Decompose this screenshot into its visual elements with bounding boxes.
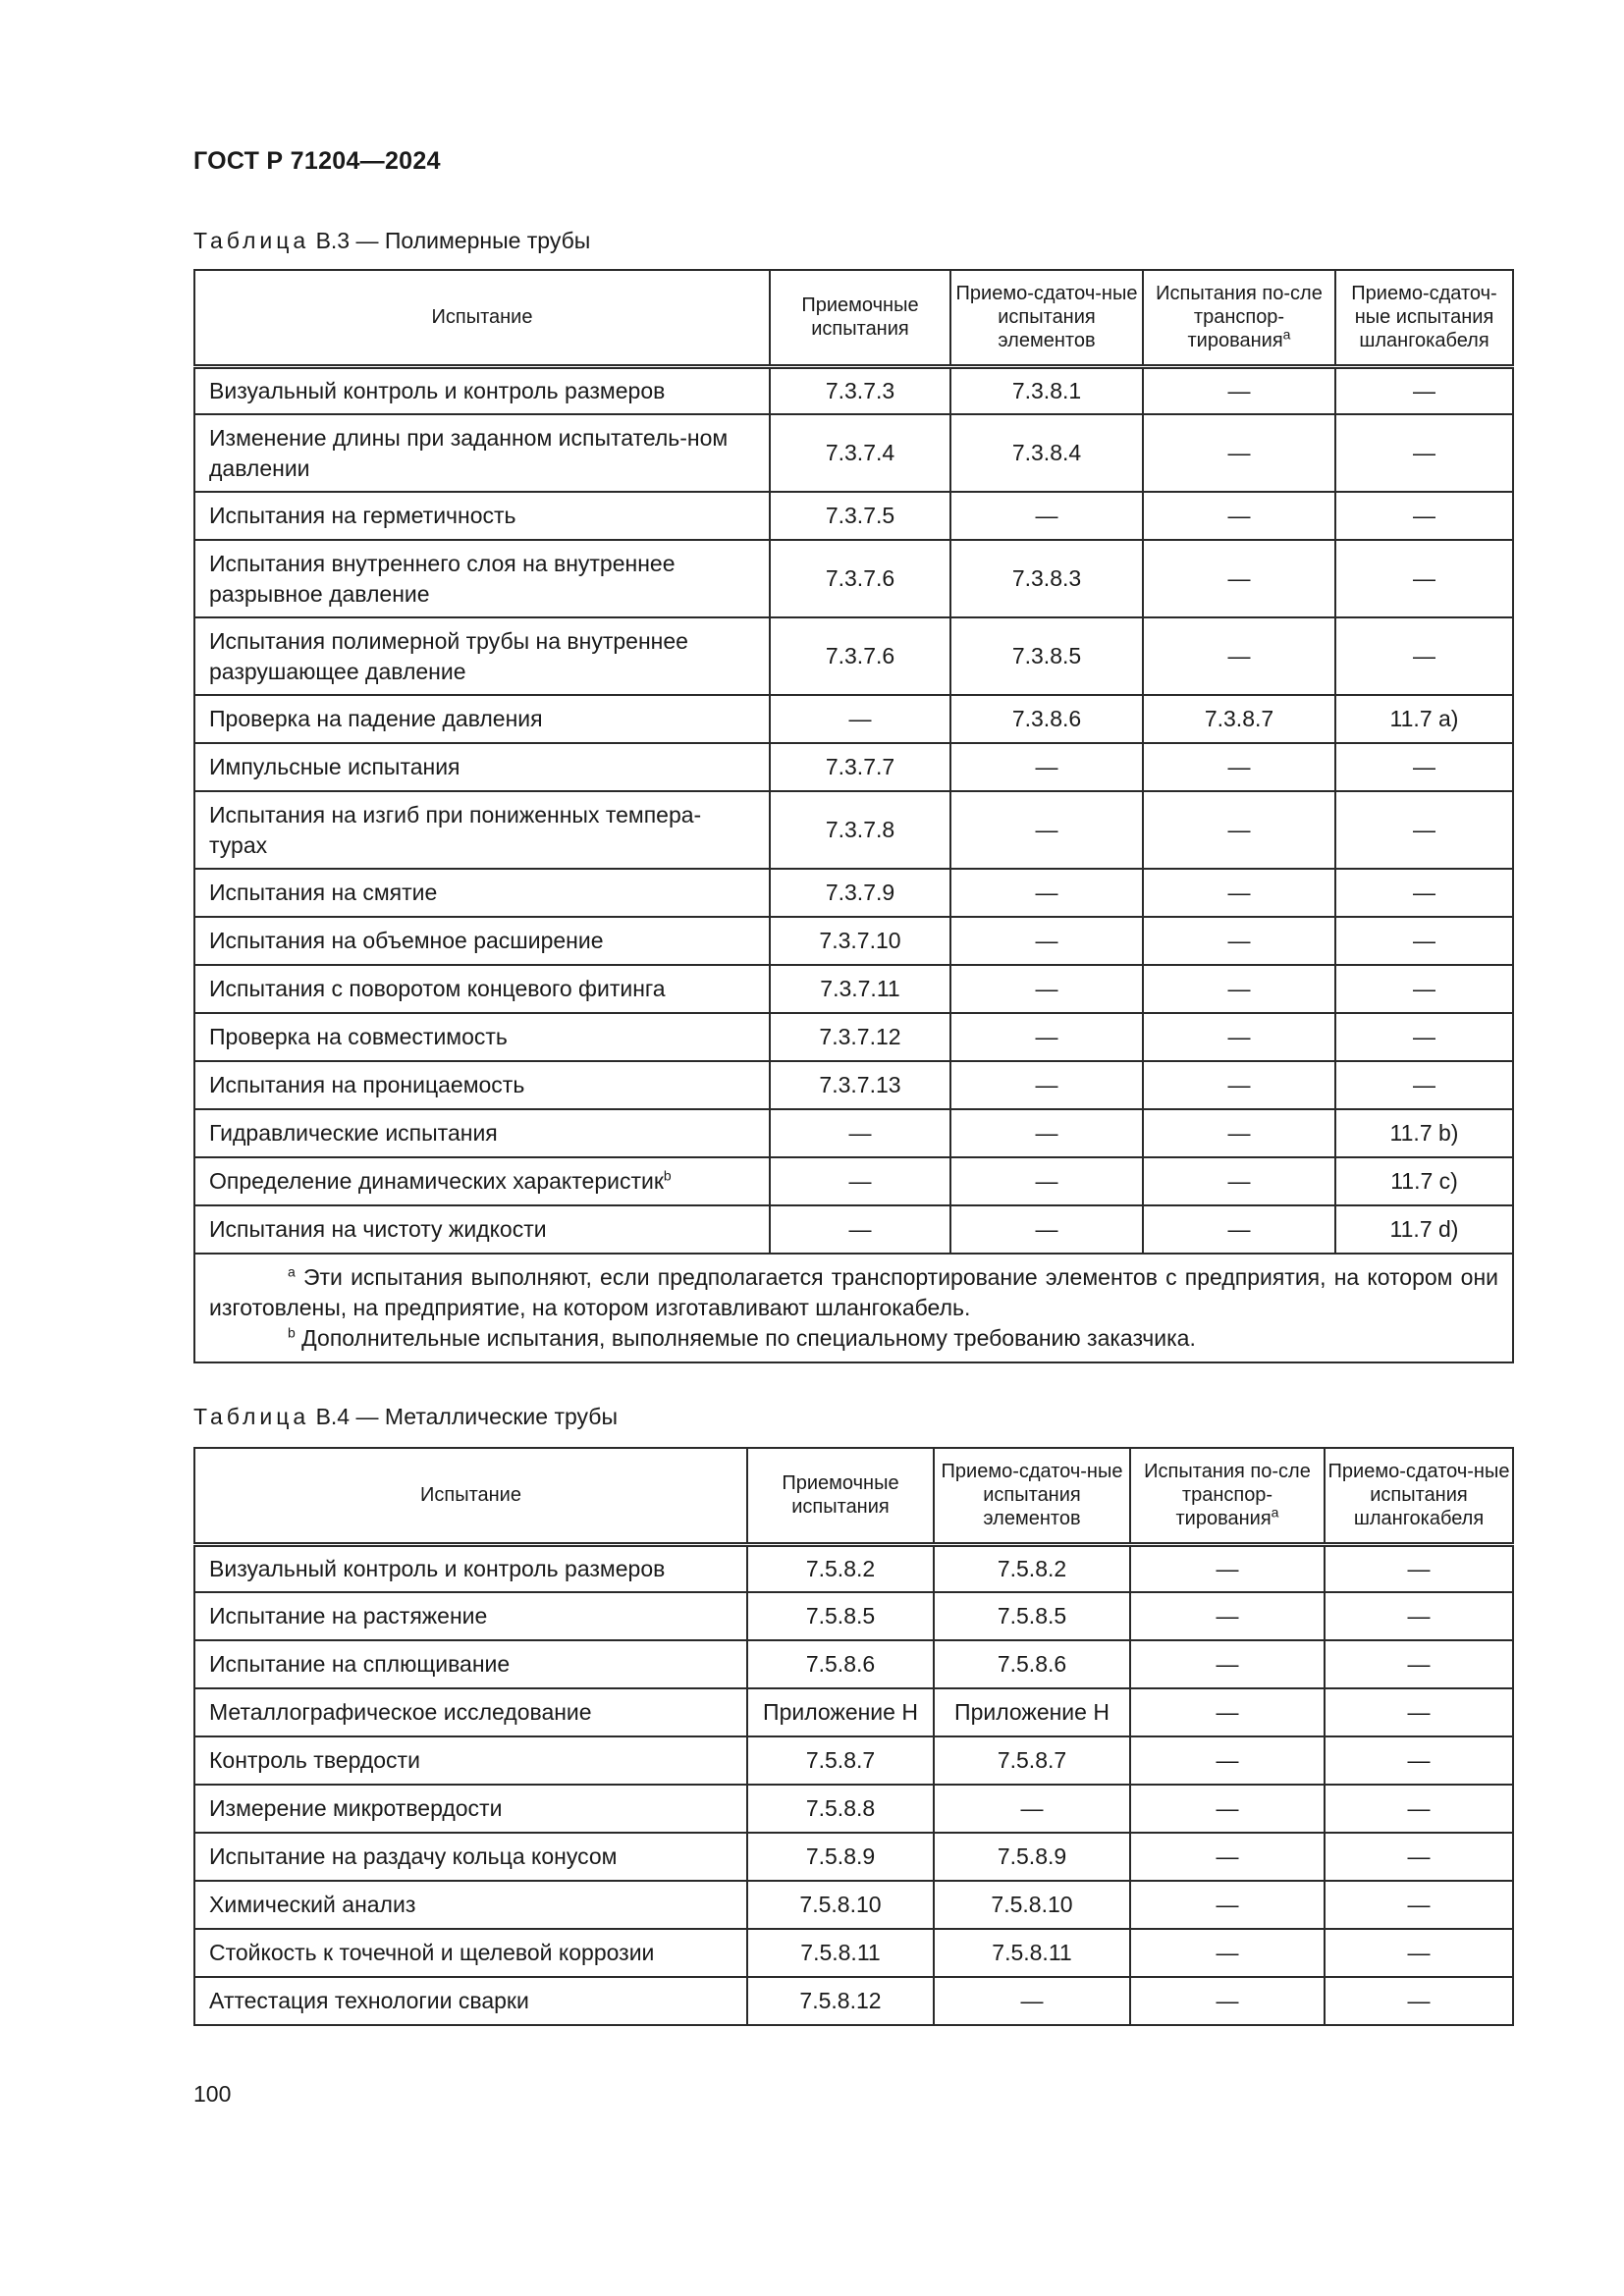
umbilical-cell: —	[1325, 1544, 1513, 1592]
umbilical-cell: —	[1325, 1736, 1513, 1785]
acceptance-cell: —	[770, 1157, 950, 1205]
umbilical-cell: —	[1325, 1929, 1513, 1977]
handover-cell: —	[934, 1785, 1130, 1833]
handover-cell: —	[950, 743, 1143, 791]
table-row	[194, 1881, 1513, 1929]
handover-cell: 7.5.8.7	[934, 1736, 1130, 1785]
test-name: Изменение длины при заданном испытатель-ном давлении	[209, 424, 729, 481]
handover-cell: —	[934, 1977, 1130, 2025]
umbilical-cell: —	[1335, 492, 1513, 540]
table-row	[194, 366, 1513, 414]
handover-cell: —	[950, 1109, 1143, 1157]
test-name-cell	[194, 1929, 747, 1977]
test-name-cell	[194, 695, 770, 743]
table-b4-caption-text: В.4 — Металлические трубы	[309, 1404, 618, 1429]
acceptance-cell: 7.3.7.4	[770, 414, 950, 492]
umbilical-cell: 11.7 b)	[1335, 1109, 1513, 1157]
handover-cell: —	[950, 917, 1143, 965]
umbilical-cell: —	[1335, 366, 1513, 414]
test-name-cell	[194, 1592, 747, 1640]
umbilical-cell: —	[1325, 1977, 1513, 2025]
table-row	[194, 869, 1513, 917]
handover-cell: —	[950, 869, 1143, 917]
table-row	[194, 1544, 1513, 1592]
test-name: Испытания на смятие	[209, 880, 438, 905]
test-name-cell	[194, 1061, 770, 1109]
column-header-acceptance: Приемочные испытания	[747, 1448, 934, 1544]
test-name-cell	[194, 1977, 747, 2025]
table-b4-body	[194, 1544, 1513, 2025]
acceptance-cell: 7.3.7.10	[770, 917, 950, 965]
acceptance-cell: 7.3.7.9	[770, 869, 950, 917]
transport-cell: —	[1143, 492, 1335, 540]
footnote-b-mark: b	[288, 1324, 296, 1341]
test-name: Измерение микротвердости	[209, 1795, 503, 1821]
handover-cell: 7.3.8.1	[950, 366, 1143, 414]
transport-cell: —	[1143, 617, 1335, 695]
test-name: Импульсные испытания	[209, 754, 460, 779]
transport-cell: —	[1130, 1736, 1325, 1785]
test-name-cell	[194, 743, 770, 791]
footnote-a	[209, 1262, 1498, 1323]
transport-cell: —	[1130, 1785, 1325, 1833]
acceptance-cell: 7.5.8.11	[747, 1929, 934, 1977]
acceptance-cell: —	[770, 695, 950, 743]
umbilical-cell: —	[1335, 965, 1513, 1013]
table-row	[194, 1785, 1513, 1833]
handover-cell: —	[950, 492, 1143, 540]
handover-cell: 7.3.8.5	[950, 617, 1143, 695]
acceptance-cell: 7.5.8.12	[747, 1977, 934, 2025]
handover-cell: 7.3.8.6	[950, 695, 1143, 743]
test-name: Определение динамических характеристик	[209, 1168, 664, 1194]
umbilical-cell: —	[1335, 540, 1513, 617]
handover-cell: Приложение Н	[934, 1688, 1130, 1736]
test-name-cell	[194, 492, 770, 540]
acceptance-cell: 7.5.8.6	[747, 1640, 934, 1688]
transport-cell: —	[1130, 1592, 1325, 1640]
test-name: Испытания на объемное расширение	[209, 928, 604, 953]
acceptance-cell: 7.5.8.10	[747, 1881, 934, 1929]
table-row	[194, 1977, 1513, 2025]
umbilical-cell: —	[1325, 1833, 1513, 1881]
umbilical-cell: —	[1325, 1592, 1513, 1640]
table-row	[194, 540, 1513, 617]
acceptance-cell: 7.3.7.13	[770, 1061, 950, 1109]
handover-cell: 7.5.8.10	[934, 1881, 1130, 1929]
test-name: Гидравлические испытания	[209, 1120, 498, 1146]
umbilical-cell: 11.7 d)	[1335, 1205, 1513, 1254]
footnote-a-mark: a	[288, 1263, 296, 1280]
document-title: ГОСТ Р 71204—2024	[193, 147, 441, 175]
table-row	[194, 1833, 1513, 1881]
transport-cell: —	[1143, 540, 1335, 617]
test-name-cell	[194, 1736, 747, 1785]
umbilical-cell: 11.7 a)	[1335, 695, 1513, 743]
table-b3-notes	[194, 1254, 1513, 1362]
table-row	[194, 414, 1513, 492]
transport-cell: —	[1143, 743, 1335, 791]
transport-cell: —	[1143, 1109, 1335, 1157]
handover-cell: 7.5.8.6	[934, 1640, 1130, 1688]
acceptance-cell: 7.5.8.7	[747, 1736, 934, 1785]
test-name-cell	[194, 1109, 770, 1157]
handover-cell: 7.5.8.2	[934, 1544, 1130, 1592]
column-header-acceptance: Приемочные испытания	[770, 270, 950, 366]
table-row	[194, 743, 1513, 791]
acceptance-cell: 7.3.7.6	[770, 617, 950, 695]
umbilical-cell: 11.7 c)	[1335, 1157, 1513, 1205]
transport-cell: —	[1130, 1977, 1325, 2025]
table-b3-notes-row	[194, 1254, 1513, 1362]
column-header-umbilical: Приемо-сдаточ-ные испытания шлангокабеля	[1335, 270, 1513, 366]
test-name: Испытания на изгиб при пониженных темпера-турах	[209, 801, 702, 858]
test-name-cell	[194, 1833, 747, 1881]
acceptance-cell: 7.3.7.5	[770, 492, 950, 540]
transport-cell: —	[1130, 1544, 1325, 1592]
test-name: Испытания на проницаемость	[209, 1072, 525, 1097]
transport-cell: —	[1130, 1881, 1325, 1929]
table-b3-caption-prefix: Таблица	[193, 228, 310, 253]
test-name-cell	[194, 791, 770, 869]
acceptance-cell: 7.3.7.7	[770, 743, 950, 791]
acceptance-cell: 7.3.7.8	[770, 791, 950, 869]
acceptance-cell: 7.5.8.8	[747, 1785, 934, 1833]
test-name-cell	[194, 1688, 747, 1736]
umbilical-cell: —	[1335, 917, 1513, 965]
test-name: Контроль твердости	[209, 1747, 420, 1773]
table-b3-header-row	[194, 270, 1513, 366]
handover-cell: 7.5.8.9	[934, 1833, 1130, 1881]
test-name-cell	[194, 1881, 747, 1929]
table-b3-body	[194, 366, 1513, 1254]
footnote-b-text: Дополнительные испытания, выполняемые по специальному требованию заказчика.	[295, 1325, 1196, 1351]
transport-cell: —	[1143, 965, 1335, 1013]
umbilical-cell: —	[1335, 414, 1513, 492]
table-row	[194, 1205, 1513, 1254]
transport-cell: —	[1130, 1640, 1325, 1688]
umbilical-cell: —	[1335, 743, 1513, 791]
transport-cell: —	[1143, 791, 1335, 869]
table-b3-caption-text: В.3 — Полимерные трубы	[309, 228, 591, 253]
table-row	[194, 695, 1513, 743]
acceptance-cell: 7.5.8.5	[747, 1592, 934, 1640]
handover-cell: —	[950, 1013, 1143, 1061]
handover-cell: —	[950, 1061, 1143, 1109]
test-name-cell	[194, 366, 770, 414]
test-name: Металлографическое исследование	[209, 1699, 592, 1725]
table-b4-caption-prefix: Таблица	[193, 1404, 310, 1429]
transport-cell: —	[1143, 414, 1335, 492]
column-header-handover: Приемо-сдаточ-ные испытания элементов	[934, 1448, 1130, 1544]
table-row	[194, 1640, 1513, 1688]
test-name-cell	[194, 965, 770, 1013]
transport-cell: —	[1143, 1205, 1335, 1254]
handover-cell: 7.3.8.3	[950, 540, 1143, 617]
test-name-cell	[194, 1205, 770, 1254]
umbilical-cell: —	[1325, 1785, 1513, 1833]
handover-cell: —	[950, 965, 1143, 1013]
acceptance-cell: 7.3.7.11	[770, 965, 950, 1013]
umbilical-cell: —	[1325, 1688, 1513, 1736]
test-name-cell	[194, 869, 770, 917]
table-row	[194, 917, 1513, 965]
table-row	[194, 1109, 1513, 1157]
test-name-cell	[194, 1013, 770, 1061]
transport-cell: —	[1143, 917, 1335, 965]
table-row	[194, 1929, 1513, 1977]
test-name-cell	[194, 1785, 747, 1833]
umbilical-cell: —	[1335, 1061, 1513, 1109]
test-name-cell	[194, 617, 770, 695]
umbilical-cell: —	[1325, 1640, 1513, 1688]
handover-cell: 7.5.8.11	[934, 1929, 1130, 1977]
transport-cell: —	[1143, 366, 1335, 414]
table-b4-header-row	[194, 1448, 1513, 1544]
test-name: Испытания полимерной трубы на внутреннее разрушающее давление	[209, 627, 688, 684]
test-name-cell	[194, 1640, 747, 1688]
column-header-handover: Приемо-сдаточ-ные испытания элементов	[950, 270, 1143, 366]
acceptance-cell: Приложение Н	[747, 1688, 934, 1736]
test-name: Химический анализ	[209, 1892, 416, 1917]
table-row	[194, 492, 1513, 540]
footnote-b	[209, 1323, 1498, 1354]
test-name: Стойкость к точечной и щелевой коррозии	[209, 1940, 655, 1965]
column-header-transport	[1130, 1448, 1325, 1544]
test-name: Испытание на растяжение	[209, 1603, 488, 1629]
transport-cell: —	[1143, 1013, 1335, 1061]
footnote-mark-a: a	[1271, 1504, 1279, 1521]
table-row	[194, 617, 1513, 695]
transport-cell: —	[1130, 1833, 1325, 1881]
footnote-a-text: Эти испытания выполняют, если предполагается транспортирование элементов с предприятия, на котором они изготовлены, на предприятие, на котором изготавливают шлангокабель.	[209, 1264, 1498, 1320]
column-header-transport-text: Испытания по-сле транспор-тирования	[1144, 1461, 1311, 1530]
table-b4	[193, 1447, 1514, 2026]
table-row	[194, 1061, 1513, 1109]
transport-cell: —	[1143, 1061, 1335, 1109]
test-name-cell	[194, 1544, 747, 1592]
table-row	[194, 1592, 1513, 1640]
test-name: Аттестация технологии сварки	[209, 1988, 529, 2013]
handover-cell: —	[950, 1205, 1143, 1254]
column-header-umbilical: Приемо-сдаточ-ные испытания шлангокабеля	[1325, 1448, 1513, 1544]
table-b3-caption	[193, 228, 590, 254]
acceptance-cell: —	[770, 1109, 950, 1157]
footnote-mark-a: a	[1282, 326, 1291, 343]
table-row	[194, 791, 1513, 869]
umbilical-cell: —	[1325, 1881, 1513, 1929]
transport-cell: —	[1143, 869, 1335, 917]
table-b3	[193, 269, 1514, 1363]
test-name: Визуальный контроль и контроль размеров	[209, 377, 666, 403]
handover-cell: 7.3.8.4	[950, 414, 1143, 492]
table-row	[194, 1688, 1513, 1736]
table-b4-caption	[193, 1404, 618, 1430]
table-row	[194, 965, 1513, 1013]
table-row	[194, 1736, 1513, 1785]
umbilical-cell: —	[1335, 869, 1513, 917]
column-header-test: Испытание	[194, 1448, 747, 1544]
test-name: Испытание на сплющивание	[209, 1651, 511, 1677]
test-name: Испытания на герметичность	[209, 503, 516, 528]
column-header-transport	[1143, 270, 1335, 366]
page-number: 100	[193, 2081, 232, 2107]
transport-cell: —	[1130, 1688, 1325, 1736]
handover-cell: —	[950, 791, 1143, 869]
test-name-cell	[194, 1157, 770, 1205]
handover-cell: 7.5.8.5	[934, 1592, 1130, 1640]
footnote-mark: b	[663, 1167, 672, 1184]
acceptance-cell: —	[770, 1205, 950, 1254]
column-header-test: Испытание	[194, 270, 770, 366]
test-name: Испытания на чистоту жидкости	[209, 1216, 547, 1242]
test-name: Испытания с поворотом концевого фитинга	[209, 976, 666, 1001]
test-name: Испытания внутреннего слоя на внутреннее разрывное давление	[209, 550, 676, 607]
table-row	[194, 1157, 1513, 1205]
acceptance-cell: 7.3.7.3	[770, 366, 950, 414]
umbilical-cell: —	[1335, 617, 1513, 695]
acceptance-cell: 7.5.8.9	[747, 1833, 934, 1881]
test-name-cell	[194, 414, 770, 492]
test-name-cell	[194, 917, 770, 965]
column-header-transport-text: Испытания по-сле транспор-тирования	[1156, 283, 1323, 352]
table-row	[194, 1013, 1513, 1061]
test-name: Испытание на раздачу кольца конусом	[209, 1843, 618, 1869]
test-name: Проверка на падение давления	[209, 706, 543, 731]
test-name: Проверка на совместимость	[209, 1024, 508, 1049]
handover-cell: —	[950, 1157, 1143, 1205]
umbilical-cell: —	[1335, 1013, 1513, 1061]
transport-cell: —	[1143, 1157, 1335, 1205]
umbilical-cell: —	[1335, 791, 1513, 869]
acceptance-cell: 7.3.7.6	[770, 540, 950, 617]
test-name: Визуальный контроль и контроль размеров	[209, 1555, 666, 1581]
transport-cell: —	[1130, 1929, 1325, 1977]
acceptance-cell: 7.3.7.12	[770, 1013, 950, 1061]
transport-cell: 7.3.8.7	[1143, 695, 1335, 743]
acceptance-cell: 7.5.8.2	[747, 1544, 934, 1592]
test-name-cell	[194, 540, 770, 617]
